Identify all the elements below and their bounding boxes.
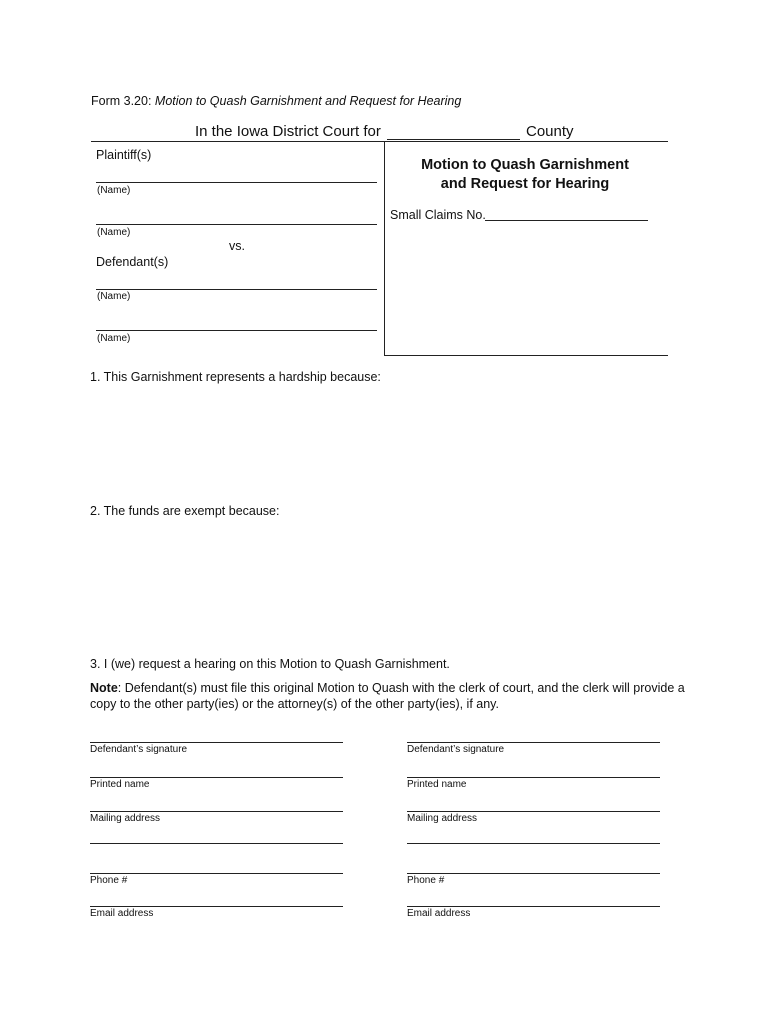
document-title-line-2: and Request for Hearing <box>440 176 610 192</box>
mailing-address-line-left[interactable] <box>90 811 343 812</box>
defendant-label: Defendant(s) <box>96 255 169 269</box>
name-caption: (Name) <box>97 291 131 302</box>
email-label: Email address <box>407 908 471 919</box>
mailing-address-label: Mailing address <box>407 813 478 824</box>
printed-name-line-right[interactable] <box>407 777 660 778</box>
printed-name-label: Printed name <box>90 779 150 790</box>
hardship-answer-area[interactable] <box>90 390 668 495</box>
email-line-left[interactable] <box>90 906 343 907</box>
note-paragraph <box>90 680 690 712</box>
plaintiff-name-line-1[interactable] <box>96 182 377 183</box>
county-blank-line[interactable] <box>387 139 520 140</box>
mailing-address-line-right[interactable] <box>407 811 660 812</box>
court-prefix: In the Iowa District Court for <box>195 123 381 140</box>
plaintiff-label: Plaintiff(s) <box>96 148 152 162</box>
signature-line-left[interactable] <box>90 742 343 743</box>
small-claims-no-label: Small Claims No. <box>390 208 486 222</box>
defendant-signature-label: Defendant’s signature <box>407 744 505 755</box>
small-claims-no-line[interactable] <box>485 220 648 221</box>
printed-name-line-left[interactable] <box>90 777 343 778</box>
caption-divider <box>384 141 385 355</box>
defendant-name-line-2[interactable] <box>96 330 377 331</box>
note-text: : Defendant(s) must file this original Motion to Quash with the clerk of court, and the clerk will provide a copy to the other party(ies) or the attorney(s) of the other party(ies), if any. <box>90 681 685 711</box>
exempt-answer-area[interactable] <box>90 524 668 649</box>
item-hardship: 1. This Garnishment represents a hardship because: <box>90 370 381 384</box>
phone-label: Phone # <box>90 875 128 886</box>
caption-top-line <box>91 141 668 142</box>
mailing-address-label: Mailing address <box>90 813 161 824</box>
email-label: Email address <box>90 908 154 919</box>
name-caption: (Name) <box>97 185 131 196</box>
name-caption: (Name) <box>97 333 131 344</box>
defendant-signature-label: Defendant’s signature <box>90 744 188 755</box>
mailing-address-line-2-right[interactable] <box>407 843 660 844</box>
item-exempt: 2. The funds are exempt because: <box>90 504 280 518</box>
phone-label: Phone # <box>407 875 445 886</box>
mailing-address-line-2-left[interactable] <box>90 843 343 844</box>
plaintiff-name-line-2[interactable] <box>96 224 377 225</box>
phone-line-left[interactable] <box>90 873 343 874</box>
phone-line-right[interactable] <box>407 873 660 874</box>
vs-label: vs. <box>229 239 245 253</box>
form-number: Form 3.20: <box>91 94 152 108</box>
document-title-line-1: Motion to Quash Garnishment <box>421 157 629 173</box>
signature-line-right[interactable] <box>407 742 660 743</box>
defendant-name-line-1[interactable] <box>96 289 377 290</box>
printed-name-label: Printed name <box>407 779 467 790</box>
form-title: Motion to Quash Garnishment and Request for Hearing <box>154 94 462 108</box>
court-heading <box>195 123 381 140</box>
item-request-hearing: 3. I (we) request a hearing on this Motion to Quash Garnishment. <box>90 657 450 671</box>
note-label: Note <box>90 681 118 695</box>
caption-bottom-line <box>384 355 668 356</box>
form-label <box>91 94 461 108</box>
document-title <box>400 156 650 194</box>
email-line-right[interactable] <box>407 906 660 907</box>
name-caption: (Name) <box>97 227 131 238</box>
court-suffix: County <box>526 123 574 140</box>
